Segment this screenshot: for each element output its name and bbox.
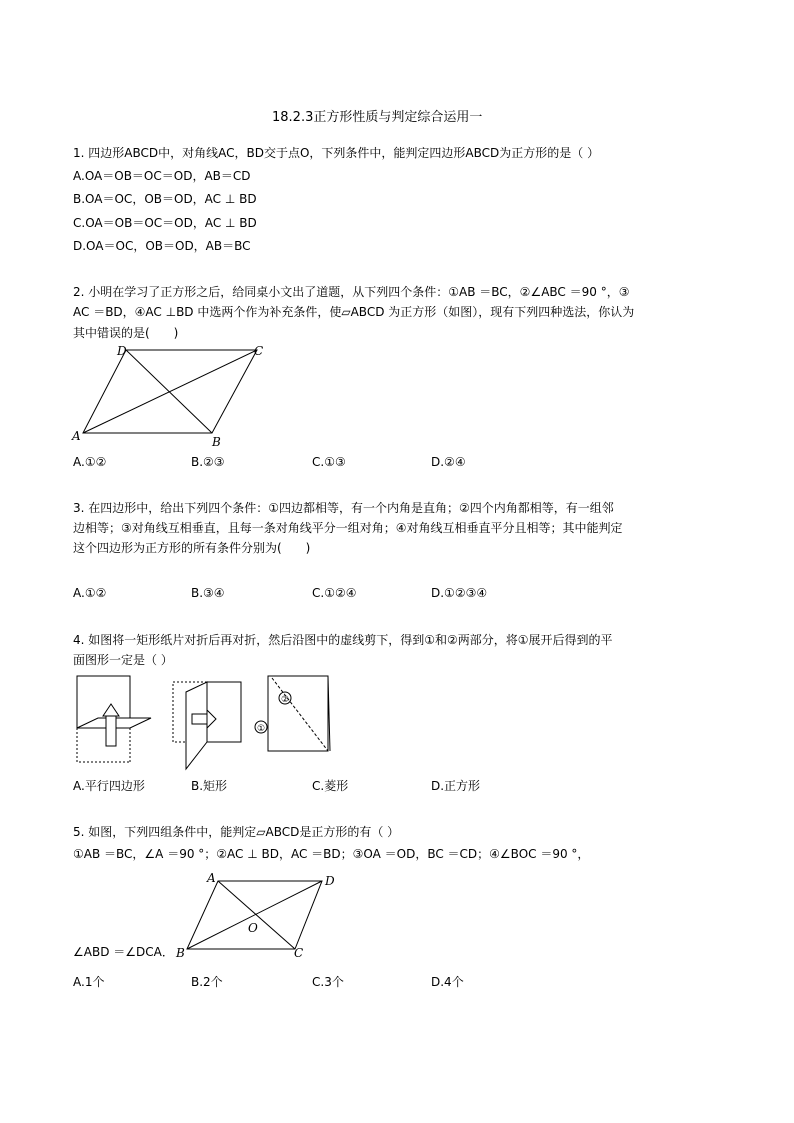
q2-option-a[interactable]: A.①② — [73, 455, 107, 469]
q5-label-a: A — [207, 871, 216, 885]
q4-option-b[interactable]: B.矩形 — [191, 779, 228, 793]
q3-stem-line1: 3. 在四边形中，给出下列四个条件：①四边都相等，有一个内角是直角；②四个内角都相等，有一组邻 — [73, 501, 614, 515]
q5-label-c: C — [294, 946, 304, 960]
q1-stem: 1. 四边形ABCD中，对角线AC，BD交于点O，下列条件中，能判定四边形ABCD为正方形的是（ ） — [73, 146, 600, 160]
q5-label-d: D — [325, 874, 335, 888]
q4-fold-figure-2 — [170, 674, 250, 774]
q3-option-c[interactable]: C.①②④ — [312, 586, 357, 600]
q3-option-d[interactable]: D.①②③④ — [431, 586, 488, 600]
q5-option-a[interactable]: A.1个 — [73, 975, 105, 989]
page-title: 18.2.3正方形性质与判定综合运用一 — [272, 110, 483, 125]
q2-label-c: C — [254, 344, 264, 358]
q2-label-a: A — [72, 429, 81, 443]
q1-option-a[interactable]: A.OA＝OB＝OC＝OD，AB＝CD — [73, 169, 251, 183]
q2-stem-line1: 2. 小明在学习了正方形之后，给同桌小文出了道题，从下列四个条件：①AB ＝BC，②∠ABC ＝90 °，③ — [73, 285, 630, 299]
q3-stem-line2: 边相等；③对角线互相垂直，且每一条对角线平分一组对角；④对角线互相垂直平分且相等；其中能判定 — [73, 521, 623, 535]
q4-stem-line2: 面图形一定是（ ） — [73, 653, 173, 667]
q5-stem: 5. 如图，下列四组条件中，能判定▱ABCD是正方形的有（ ） — [73, 825, 400, 839]
q1-option-c[interactable]: C.OA＝OB＝OC＝OD，AC ⊥ BD — [73, 216, 257, 230]
q5-label-b: B — [176, 946, 185, 960]
q1-option-d[interactable]: D.OA＝OC，OB＝OD，AB＝BC — [73, 239, 251, 253]
q2-label-b: B — [212, 435, 221, 449]
q5-option-b[interactable]: B.2个 — [191, 975, 223, 989]
q5-tail: ∠ABD ＝∠DCA． — [73, 945, 174, 959]
q4-label-one: ① — [256, 724, 266, 734]
q4-stem-line1: 4. 如图将一矩形纸片对折后再对折，然后沿图中的虚线剪下，得到①和②两部分，将①展开后得到的平 — [73, 633, 613, 647]
q4-option-c[interactable]: C.菱形 — [312, 779, 349, 793]
q4-label-two: ② — [280, 695, 290, 705]
q5-conditions: ①AB ＝BC，∠A ＝90 °；②AC ⊥ BD，AC ＝BD；③OA ＝OD，BC ＝CD；④∠BOC ＝90 °， — [73, 847, 590, 861]
q5-parallelogram-figure — [170, 868, 350, 963]
q4-cut-figure — [252, 674, 342, 754]
q2-stem-line2: AC ＝BD，④AC ⊥BD 中选两个作为补充条件，使▱ABCD 为正方形（如图），现有下列四种选法，你认为 — [73, 305, 635, 319]
q2-stem-line3: 其中错误的是( ) — [73, 326, 179, 340]
q4-option-d[interactable]: D.正方形 — [431, 779, 481, 793]
q2-label-d: D — [117, 344, 127, 358]
q1-option-b[interactable]: B.OA＝OC，OB＝OD，AC ⊥ BD — [73, 192, 257, 206]
q2-option-d[interactable]: D.②④ — [431, 455, 466, 469]
q2-parallelogram-figure — [70, 342, 270, 452]
q4-fold-figure-1 — [73, 674, 163, 770]
q2-option-c[interactable]: C.①③ — [312, 455, 346, 469]
q3-stem-line3: 这个四边形为正方形的所有条件分别为( ) — [73, 541, 311, 555]
q3-option-b[interactable]: B.③④ — [191, 586, 225, 600]
q5-option-c[interactable]: C.3个 — [312, 975, 344, 989]
q2-option-b[interactable]: B.②③ — [191, 455, 225, 469]
q5-option-d[interactable]: D.4个 — [431, 975, 464, 989]
q5-label-o: O — [248, 921, 258, 935]
q4-option-a[interactable]: A.平行四边形 — [73, 779, 145, 793]
q3-option-a[interactable]: A.①② — [73, 586, 107, 600]
